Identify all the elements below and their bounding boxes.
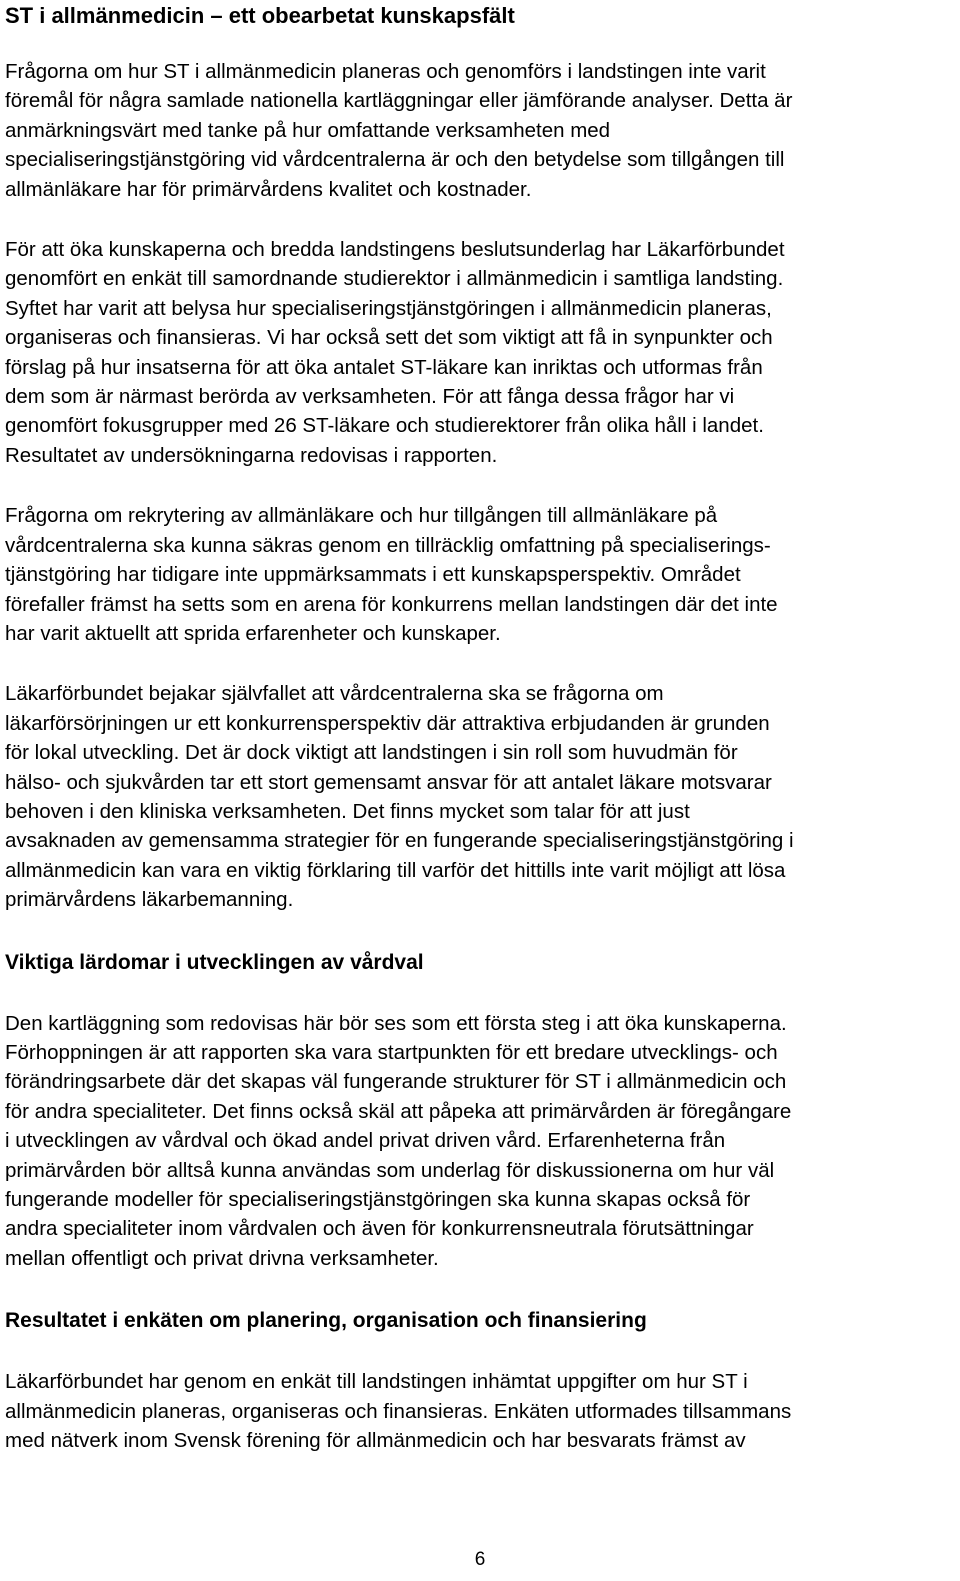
- paragraph-1: [5, 57, 957, 204]
- paragraph-line: fungerande modeller för specialiseringstjänstgöringen ska kunna skapas också för: [5, 1188, 751, 1211]
- paragraph-line: i utvecklingen av vårdval och ökad andel privat driven vård. Erfarenheterna från: [5, 1129, 726, 1153]
- paragraph-line: läkarförsörjningen ur ett konkurrensperspektiv där attraktiva erbjudanden är grunden: [5, 711, 770, 735]
- paragraph-line: Frågorna om rekrytering av allmänläkare och hur tillgången till allmänläkare på: [5, 504, 718, 528]
- paragraph-line: förändringsarbete där det skapas väl fungerande strukturer för ST i allmänmedicin och: [5, 1070, 787, 1094]
- page-number: 6: [474, 1549, 486, 1570]
- paragraph-line: tjänstgöring har tidigare inte uppmärksammats i ett kunskapsperspektiv. Området: [5, 563, 741, 587]
- paragraph-4: [5, 679, 957, 914]
- paragraph-line: Förhoppningen är att rapporten ska vara startpunkten för ett bredare utvecklings- och: [5, 1040, 778, 1064]
- paragraph-line: för lokal utveckling. Det är dock viktigt att landstingen i sin roll som huvudmän för: [5, 741, 738, 765]
- paragraph-line: med nätverk inom Svensk förening för allmänmedicin och har besvarats främst av: [5, 1429, 746, 1453]
- paragraph-2: [5, 235, 957, 470]
- paragraph-line: Resultatet av undersökningarna redovisas i rapporten.: [5, 443, 498, 467]
- paragraph-line: behoven i den kliniska verksamheten. Det finns mycket som talar för att just: [5, 799, 690, 823]
- paragraph-line: andra specialiteter inom vårdvalen och även för konkurrensneutrala förutsättningar: [5, 1217, 754, 1241]
- paragraph-line: primärvårdens läkarbemanning.: [5, 888, 294, 912]
- paragraph-line: förslag på hur insatserna för att öka antalet ST-läkare kan inriktas och utformas från: [5, 355, 763, 379]
- paragraph-line: Den kartläggning som redovisas här bör ses som ett första steg i att öka kunskaperna.: [5, 1011, 787, 1035]
- paragraph-line: För att öka kunskaperna och bredda landstingens beslutsunderlag har Läkarförbundet: [5, 238, 785, 262]
- paragraph-line: allmänmedicin planeras, organiseras och finansieras. Enkäten utformades tillsammans: [5, 1399, 792, 1423]
- paragraph-line: dem som är närmast berörda av verksamheten. För att fånga dessa frågor har vi: [5, 385, 735, 409]
- paragraph-6: [5, 1367, 957, 1455]
- section-heading-vardval: Viktiga lärdomar i utvecklingen av vårdval: [5, 950, 424, 974]
- paragraph-line: primärvården bör alltså kunna användas som underlag för diskussionerna om hur väl: [5, 1158, 775, 1182]
- paragraph-line: för andra specialiteter. Det finns också skäl att påpeka att primärvården är föregångare: [5, 1099, 792, 1123]
- document-page: [5, 0, 957, 1455]
- paragraph-line: Syftet har varit att belysa hur specialiseringstjänstgöringen i allmänmedicin planeras,: [5, 296, 772, 320]
- paragraph-line: hälso- och sjukvården tar ett stort gemensamt ansvar för att antalet läkare motsvarar: [5, 770, 772, 794]
- paragraph-line: genomfört en enkät till samordnande studierektor i allmänmedicin i samtliga landsting.: [5, 267, 784, 291]
- paragraph-line: Läkarförbundet bejakar självfallet att vårdcentralerna ska se frågorna om: [5, 682, 664, 706]
- paragraph-line: organiseras och finansieras. Vi har också sett det som viktigt att få in synpunkter och: [5, 326, 773, 350]
- paragraph-line: Läkarförbundet har genom en enkät till landstingen inhämtat uppgifter om hur ST i: [5, 1370, 748, 1394]
- paragraph-5: [5, 1009, 957, 1274]
- paragraph-3: [5, 501, 957, 648]
- paragraph-line: allmänmedicin kan vara en viktig förklaring till varför det hittills inte varit möjligt att lösa: [5, 858, 786, 882]
- paragraph-line: har varit aktuellt att sprida erfarenheter och kunskaper.: [5, 621, 501, 645]
- paragraph-line: avsaknaden av gemensamma strategier för en fungerande specialiseringstjänstgöring i: [5, 829, 794, 853]
- paragraph-line: Frågorna om hur ST i allmänmedicin planeras och genomförs i landstingen inte varit: [5, 60, 766, 83]
- paragraph-line: förefaller främst ha setts som en arena för konkurrens mellan landstingen där det inte: [5, 592, 778, 616]
- paragraph-line: vårdcentralerna ska kunna säkras genom en tillräcklig omfattning på specialiserings-: [5, 533, 771, 557]
- section-heading-resultatet-enkaten: Resultatet i enkäten om planering, organisation och finansiering: [5, 1309, 647, 1333]
- section-heading-st-allmanmedicin: ST i allmänmedicin – ett obearbetat kunskapsfält: [5, 3, 515, 28]
- paragraph-line: specialiseringstjänstgöring vid vårdcentralerna är och den betydelse som tillgången till: [5, 148, 785, 172]
- paragraph-line: allmänläkare har för primärvårdens kvalitet och kostnader.: [5, 177, 532, 201]
- paragraph-line: genomfört fokusgrupper med 26 ST-läkare och studierektorer från olika håll i landet.: [5, 414, 764, 438]
- paragraph-line: anmärkningsvärt med tanke på hur omfattande verksamheten med: [5, 118, 611, 142]
- paragraph-line: föremål för några samlade nationella kartläggningar eller jämförande analyser. Detta är: [5, 89, 793, 113]
- paragraph-line: mellan offentligt och privat drivna verksamheter.: [5, 1246, 439, 1270]
